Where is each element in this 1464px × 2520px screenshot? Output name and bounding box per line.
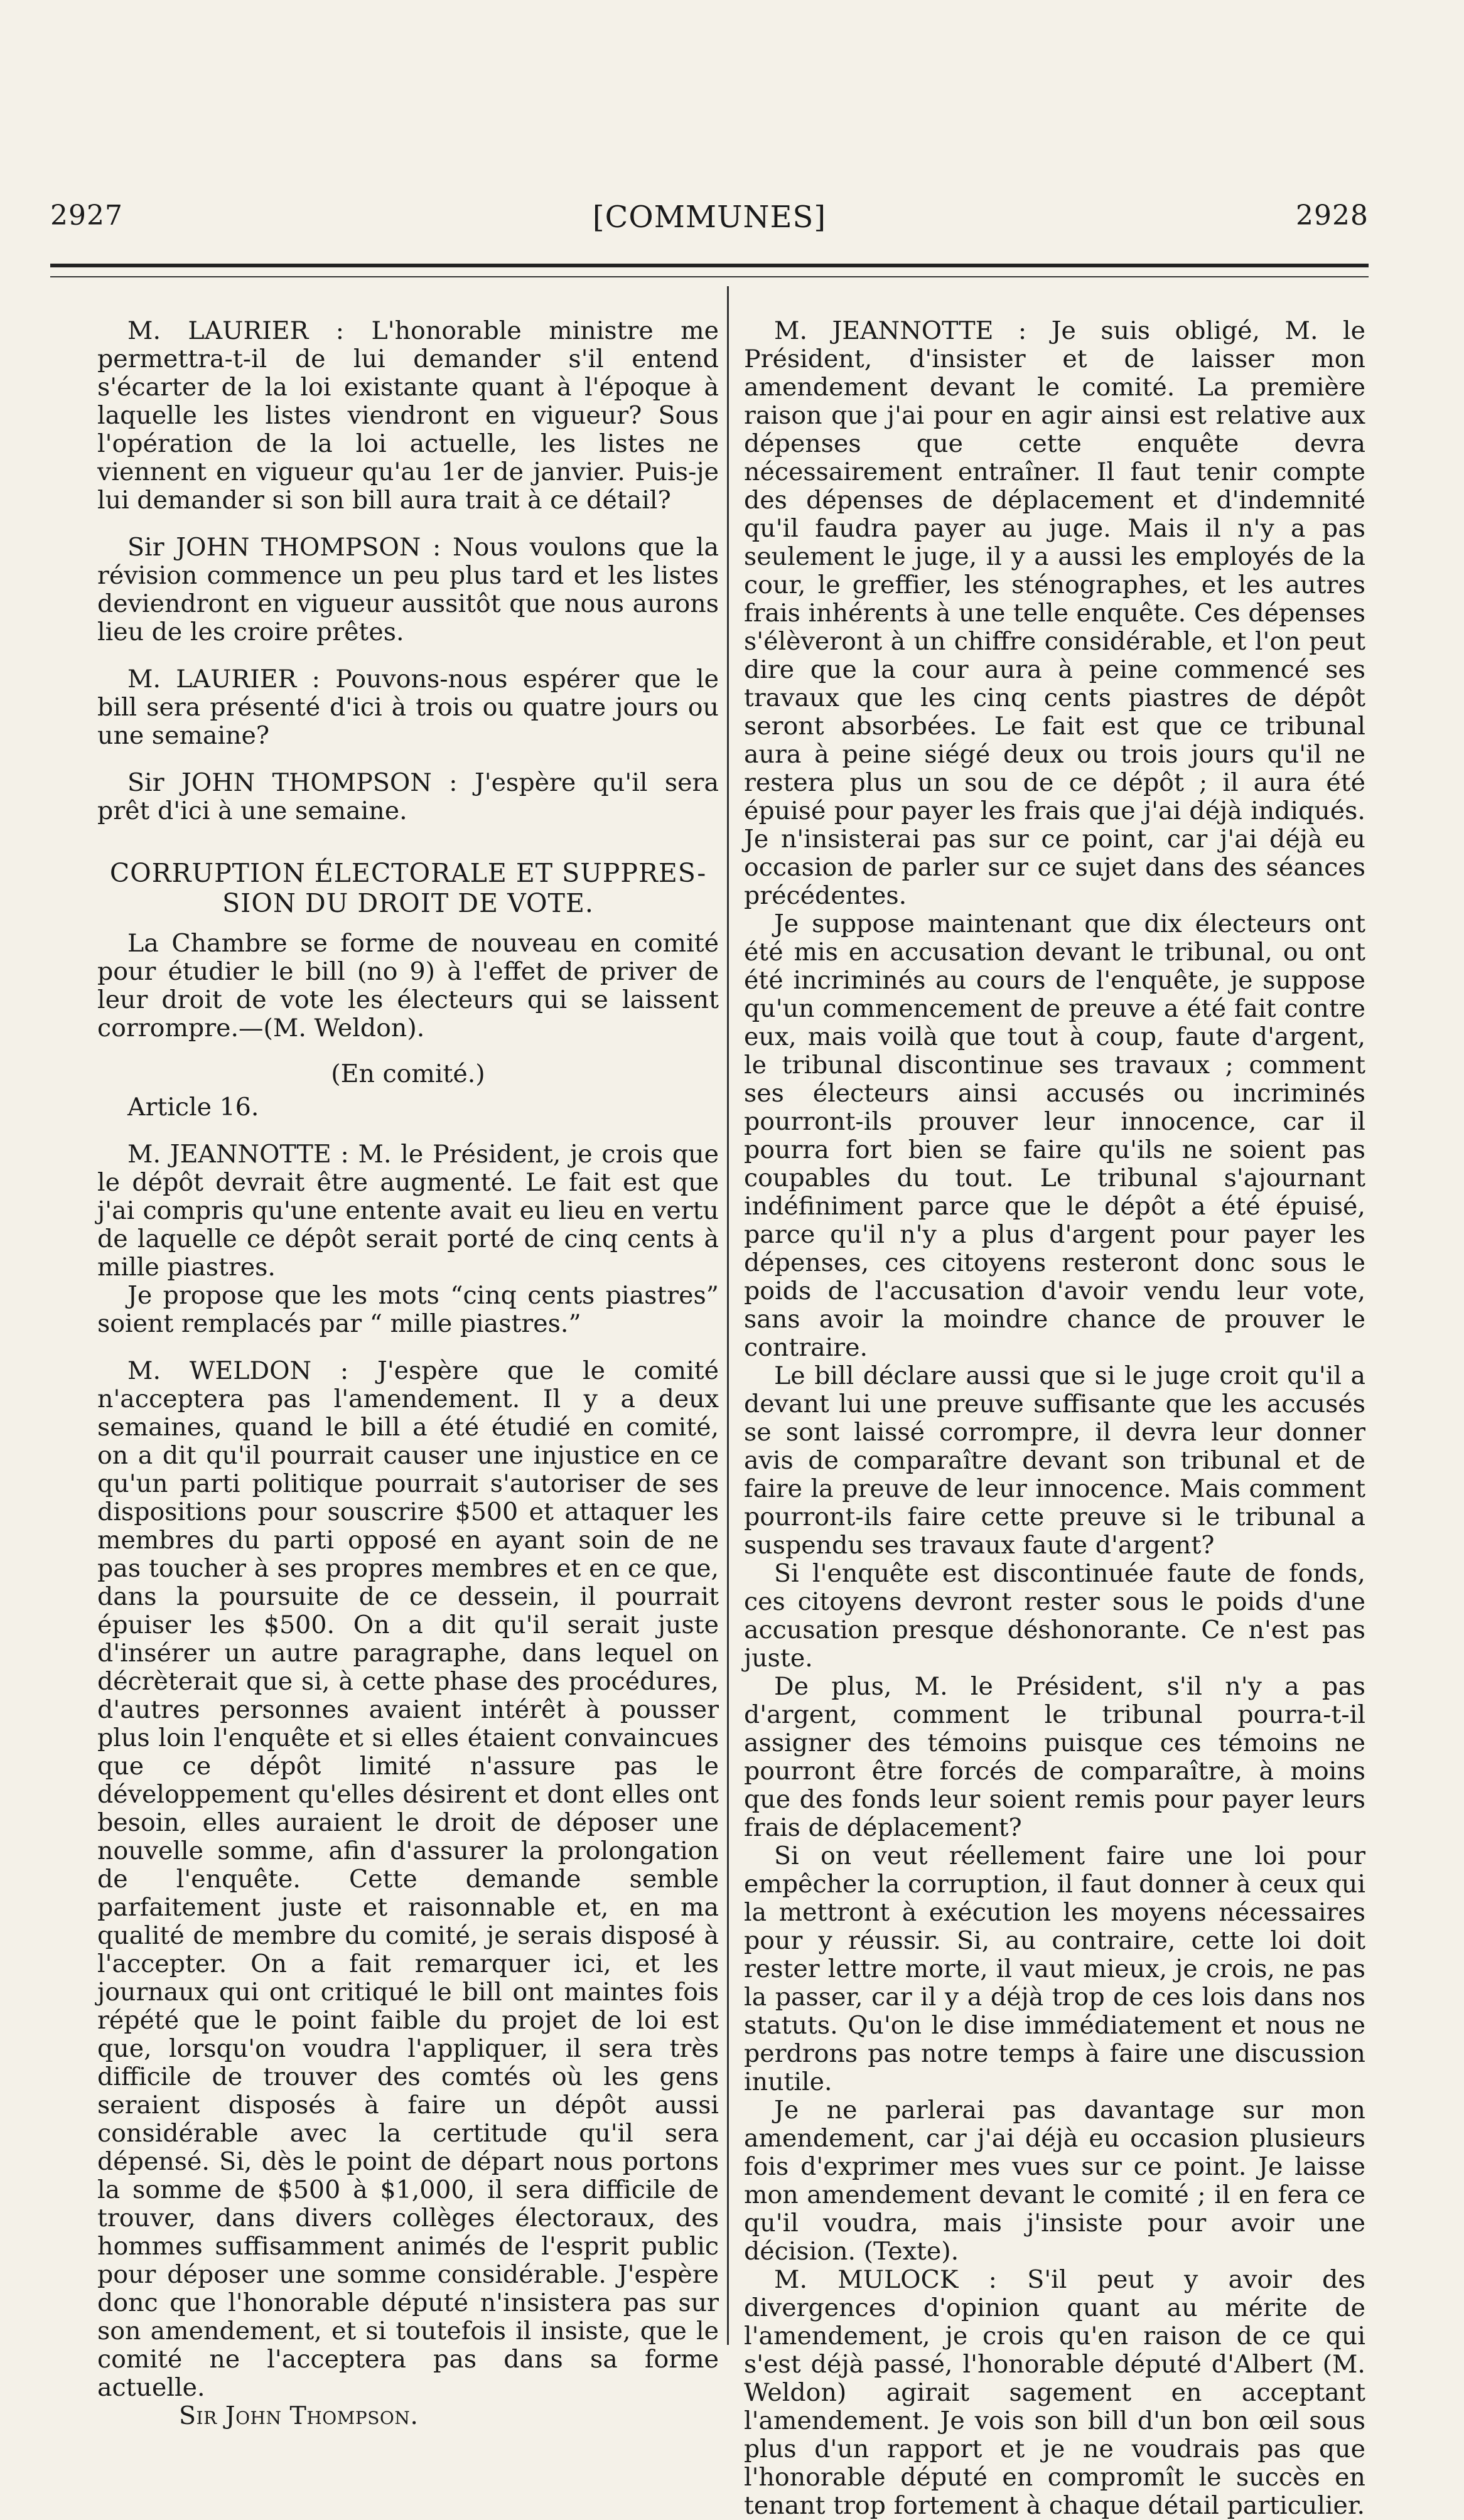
speaker-name: M. JEANNOTTE [774, 316, 994, 345]
paragraph [97, 533, 719, 646]
section-title: [COMMUNES] [592, 200, 827, 235]
column-divider [727, 286, 729, 2345]
speaker-name: M. LAURIER [127, 316, 309, 345]
article-label: Article 16. [127, 1093, 259, 1122]
paragraph [97, 1140, 719, 1282]
paragraph: Le bill déclare aussi que si le juge croit qu'il a devant lui une preuve suffisante que les accusés se sont laissé corrompre, il devra leur donner avis de comparaître devant son tribunal et de faire la preuve de leur innocence. Mais comment pourront-ils faire cette preuve si le tribunal a suspendu ses travaux faute d'argent? [744, 1361, 1365, 1560]
right-column [744, 317, 1365, 2520]
speech-text: : J'espère qu'il sera prêt d'ici à une semaine. [97, 768, 719, 825]
paragraph: Je propose que les mots “cinq cents piastres” soient remplacés par “ mille piastres.” [97, 1281, 719, 1338]
speech-text: : S'il peut y avoir des divergences d'opinion quant au mérite de l'amendement, je crois qu'en raison de ce qui s'est déjà passé, l'honorable député d'Albert (M. Weldon) agirait sagement en acceptant l'amendement. Je vois son bill d'un bon œil sous plus d'un rapport et je ne voudrais pas que l'honorable député en compromît le succès en tenant trop fortement à chaque détail particulier. [744, 2265, 1365, 2520]
speech-text: : L'honorable ministre me permettra-t-il de lui demander s'il entend s'écarter de la loi existante quant à l'époque à laquelle les listes viendront en vigueur? Sous l'opération de la loi actuelle, les listes ne viennent en vigueur qu'au 1er de janvier. Puis-je lui demander si son bill aura trait à ce détail? [97, 316, 719, 515]
paragraph [97, 317, 719, 515]
header-rule-thin [50, 276, 1369, 277]
speaker-name: M. JEANNOTTE [127, 1140, 331, 1169]
header-rule-thick [50, 264, 1369, 267]
page-header [50, 200, 1369, 237]
page-number-right: 2928 [1296, 200, 1369, 232]
paragraph: De plus, M. le Président, s'il n'y a pas d'argent, comment le tribunal pourra-t-il assigner des témoins puisque ces témoins ne pourront être forcés de comparaître, à moins que des fonds leur soient remis pour payer leurs frais de déplacement? [744, 1672, 1365, 1842]
heading-line: CORRUPTION ÉLECTORALE ET SUPPRES- [109, 858, 707, 888]
paragraph [97, 1357, 719, 2402]
paragraph: Si on veut réellement faire une loi pour empêcher la corruption, il faut donner à ceux qui la mettront à exécution les moyens nécessaires pour y réussir. Si, au contraire, cette loi doit rester lettre morte, il vaut mieux, je crois, ne pas la passer, car il y a déjà trop de ces lois dans nos statuts. Qu'on le dise immédiatement et nous ne perdrons pas notre temps à faire une discussion inutile. [744, 1842, 1365, 2096]
paragraph: Je ne parlerai pas davantage sur mon amendement, car j'ai déjà eu occasion plusieurs fois d'exprimer mes vues sur ce point. Je laisse mon amendement devant le comité ; il en fera ce qu'il voudra, mais j'insiste pour avoir une décision. (Texte). [744, 2096, 1365, 2266]
section-heading [97, 858, 719, 918]
page-number-left: 2927 [50, 200, 123, 232]
speech-text: : M. le Président, je crois que le dépôt devrait être augmenté. Le fait est que j'ai compris qu'une entente avait eu lieu en vertu de laquelle ce dépôt serait porté de cinq cents à mille piastres. [97, 1140, 719, 1282]
paragraph [97, 769, 719, 825]
speech-text: : J'espère que le comité n'acceptera pas l'amendement. Il y a deux semaines, quand le bill a été étudié en comité, on a dit qu'il pourrait causer une injustice en ce qu'un parti politique pourrait s'autoriser de ses dispositions pour souscrire $500 et attaquer les membres du parti opposé en ayant soin de ne pas toucher à ses propres membres et en ce que, dans la poursuite de ce dessein, il pourrait épuiser les $500. On a dit qu'il serait juste d'insérer un autre paragraphe, dans lequel on décrèterait que si, à cette phase des procédures, d'autres personnes avaient intérêt à pousser plus loin l'enquête et si elles étaient convaincues que ce dépôt limité n'assure pas le développement qu'elles désirent et dont elles ont besoin, elles auraient le droit de déposer une nouvelle somme, afin d'assurer la prolongation de l'enquête. Cette demande semble parfaitement juste et raisonnable et, en ma qualité de membre du comité, je serais disposé à l'accepter. On a fait remarquer ici, et les journaux qui ont critiqué le bill ont maintes fois répété que le point faible du projet de loi est que, lorsqu'on voudra l'appliquer, il sera très difficile de trouver des comtés où les gens seraient disposés à faire un dépôt aussi considérable avec la certitude qu'il sera dépensé. Si, dès le point de départ nous portons la somme de $500 à $1,000, il sera difficile de trouver, dans divers collèges électoraux, des hommes suffisamment animés de l'esprit public pour déposer une somme considérable. J'espère donc que l'honorable député n'insistera pas sur son amendement, et si toutefois il insiste, que le comité ne l'acceptera pas dans sa forme actuelle. [97, 1356, 719, 2402]
paragraph: Si l'enquête est discontinuée faute de fonds, ces citoyens devront rester sous le poids d'une accusation presque déshonorante. Ce n'est pas juste. [744, 1559, 1365, 1673]
left-column [97, 317, 719, 2430]
speaker-name: M. LAURIER [127, 665, 297, 694]
speaker-name: Sir JOHN THOMPSON [127, 533, 421, 562]
paragraph: La Chambre se forme de nouveau en comité pour étudier le bill (no 9) à l'effet de priver de leur droit de vote les électeurs qui se laissent corrompre.—(M. Weldon). [97, 929, 719, 1043]
paragraph [744, 2266, 1365, 2520]
speech-text: : Pouvons-nous espérer que le bill sera présenté d'ici à trois ou quatre jours ou une semaine? [97, 665, 719, 750]
in-committee-note: (En comité.) [331, 1059, 485, 1088]
paragraph: Je suppose maintenant que dix électeurs ont été mis en accusation devant le tribunal, ou ont été incriminés au cours de l'enquête, je suppose qu'un commencement de preuve a été fait contre eux, mais voilà que tout à coup, faute d'argent, le tribunal discontinue ses travaux ; comment ses électeurs ainsi accusés ou incriminés pourront-ils prouver leur innocence, car il pourra fort bien se faire qu'ils ne soient pas coupables du tout. Le tribunal s'ajournant indéfiniment parce que le dépôt a été épuisé, parce qu'il n'y a plus d'argent pour payer les dépenses, ces citoyens resteront donc sous le poids de l'accusation d'avoir vendu leur vote, sans avoir la moindre chance de prouver le contraire. [744, 909, 1365, 1362]
paragraph [744, 317, 1365, 910]
speaker-name: M. WELDON [127, 1356, 312, 1385]
speech-text: : Nous voulons que la révision commence un peu plus tard et les listes deviendront en vigueur aussitôt que nous aurons lieu de les croire prêtes. [97, 533, 719, 646]
speaker-name: M. MULOCK [774, 2265, 959, 2294]
speaker-name: Sir JOHN THOMPSON [127, 768, 432, 797]
heading-line: SION DU DROIT DE VOTE. [222, 888, 594, 918]
signoff: Sir John Thompson. [179, 2401, 419, 2430]
speech-text: : Je suis obligé, M. le Président, d'insister et de laisser mon amendement devant le comité. La première raison que j'ai pour en agir ainsi est relative aux dépenses que cette enquête devra nécessairement entraîner. Il faut tenir compte des dépenses de déplacement et d'indemnité qu'il faudra payer au juge. Mais il n'y a pas seulement le juge, il y a aussi les employés de la cour, le greffier, les sténographes, et les autres frais inhérents à une telle enquête. Ces dépenses s'élèveront à un chiffre considérable, et l'on peut dire que la cour aura à peine commencé ses travaux que les cinq cents piastres de dépôt seront absorbées. Le fait est que ce tribunal aura à peine siégé deux ou trois jours qu'il ne restera plus un sou de ce dépôt ; il aura été épuisé pour payer les frais que j'ai déjà indiqués. Je n'insisterai pas sur ce point, car j'ai déjà eu occasion de parler sur ce sujet dans des séances précédentes. [744, 316, 1365, 910]
paragraph [97, 665, 719, 750]
